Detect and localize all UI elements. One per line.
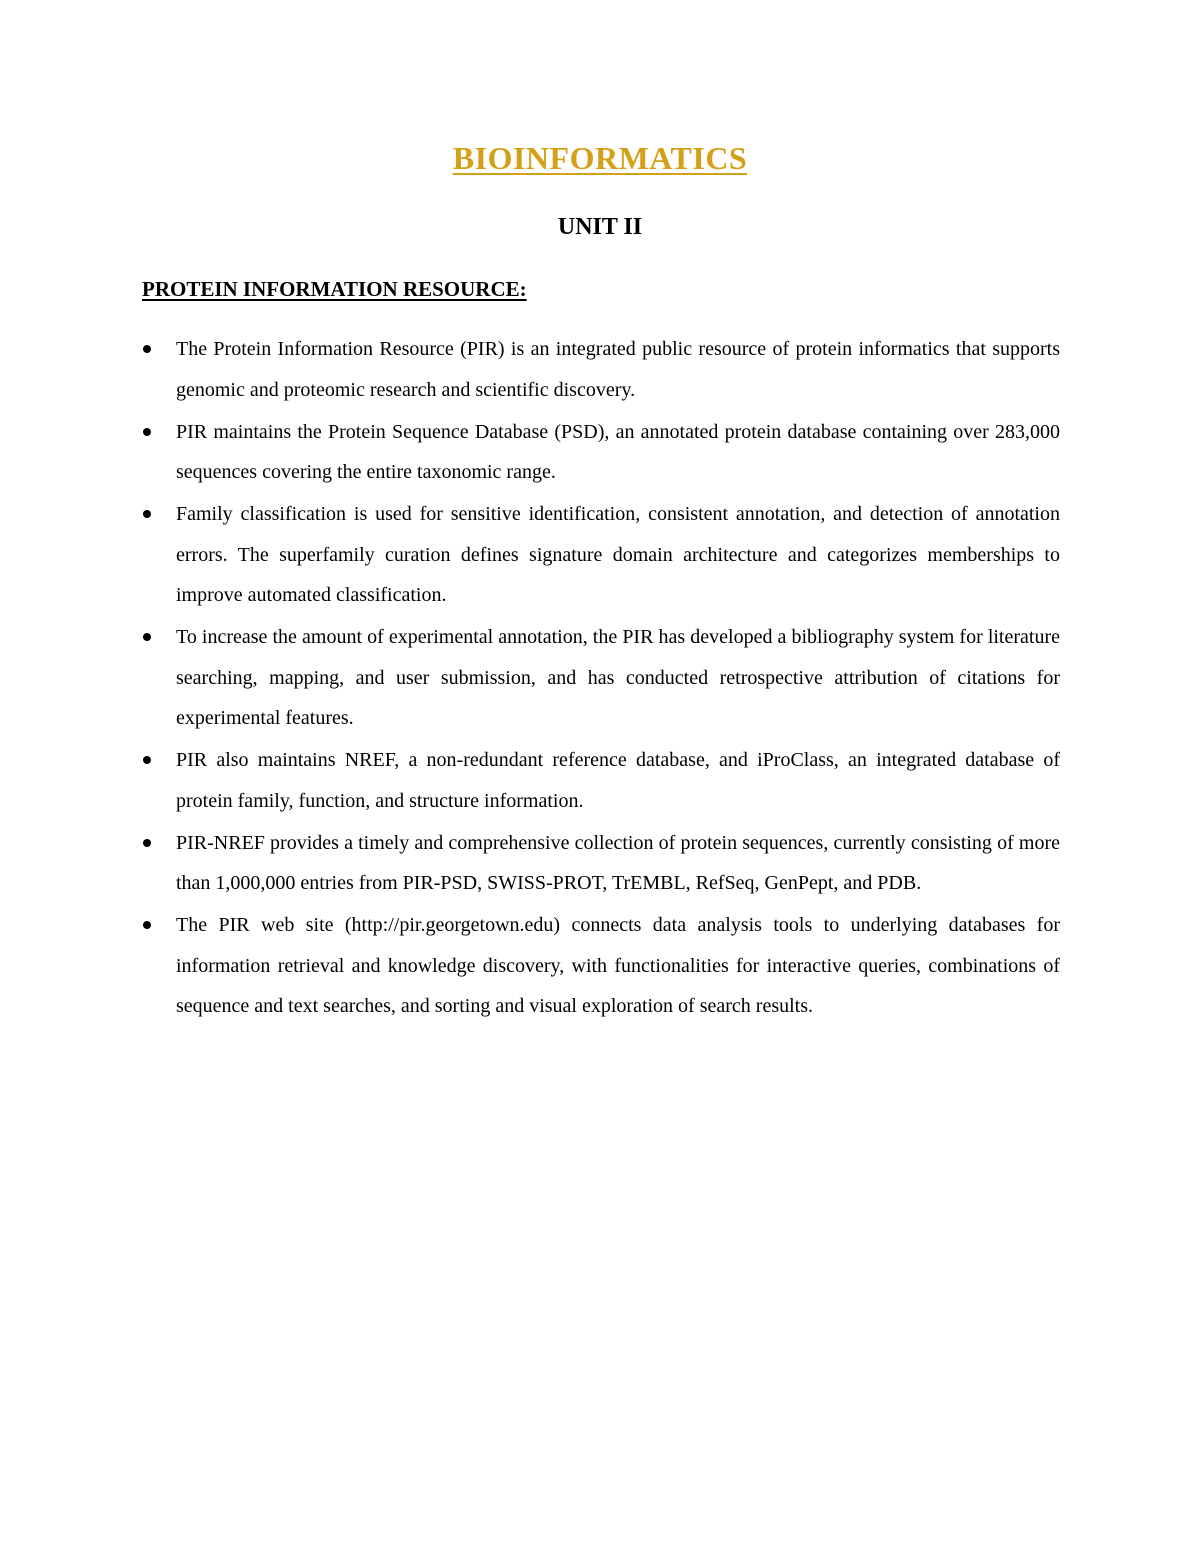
bullet-icon: [143, 510, 151, 518]
list-item: [140, 905, 1060, 1027]
bullet-icon: [143, 921, 151, 929]
bullet-icon: [143, 756, 151, 764]
bullet-icon: [143, 633, 151, 641]
bullet-list: [140, 329, 1060, 1028]
bullet-icon: [143, 428, 151, 436]
list-item-text: PIR-NREF provides a timely and comprehensive collection of protein sequences, currently consisting of more than 1,000,000 entries from PIR-PSD, SWISS-PROT, TrEMBL, RefSeq, GenPept, and PDB.: [176, 831, 1060, 894]
list-item: [140, 740, 1060, 821]
list-item-text: To increase the amount of experimental annotation, the PIR has developed a bibliography system for literature searching, mapping, and user submission, and has conducted retrospective attribution of citations for experimental features.: [176, 626, 1060, 729]
list-item-text: PIR also maintains NREF, a non-redundant reference database, and iProClass, an integrated database of protein family, function, and structure information.: [176, 749, 1060, 812]
list-item-text: The PIR web site (http://pir.georgetown.edu) connects data analysis tools to underlying databases for information retrieval and knowledge discovery, with functionalities for interactive queries, combinations of sequence and text searches, and sorting and visual exploration of search results.: [176, 914, 1060, 1017]
document-title: BIOINFORMATICS: [452, 140, 748, 176]
unit-heading: UNIT II: [557, 214, 643, 240]
section-heading: PROTEIN INFORMATION RESOURCE:: [142, 277, 527, 301]
list-item-text: PIR maintains the Protein Sequence Database (PSD), an annotated protein database containing over 283,000 sequences covering the entire taxonomic range.: [176, 420, 1060, 483]
bullet-icon: [143, 839, 151, 847]
bullet-icon: [143, 345, 151, 353]
list-item: [140, 412, 1060, 493]
list-item-text: Family classification is used for sensitive identification, consistent annotation, and detection of annotation errors. The superfamily curation defines signature domain architecture and categorizes memberships to improve automated classification.: [176, 503, 1060, 606]
list-item: [140, 329, 1060, 410]
list-item: [140, 494, 1060, 616]
list-item: [140, 617, 1060, 739]
list-item: [140, 823, 1060, 904]
list-item-text: The Protein Information Resource (PIR) is an integrated public resource of protein informatics that supports genomic and proteomic research and scientific discovery.: [176, 338, 1060, 401]
